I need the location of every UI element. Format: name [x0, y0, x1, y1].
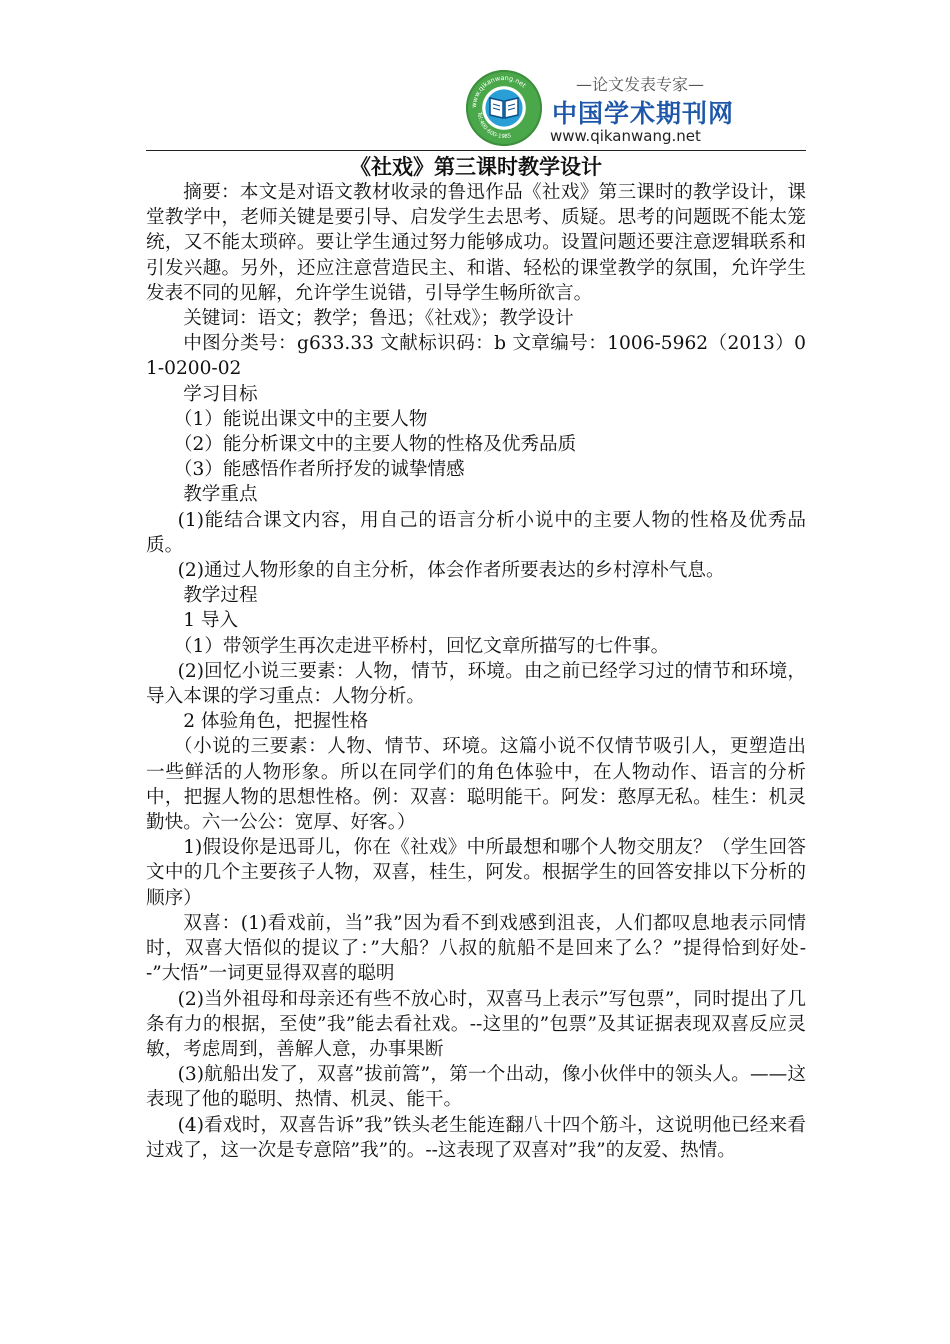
section1-item: (2)回忆小说三要素：人物，情节，环境。由之前已经学习过的情节和环境，导入本课的学习重点：人物分析。	[146, 660, 806, 708]
classification: 中图分类号：g633.33 文献标识码：b 文章编号：1006-5962（2013）01-0200-02	[146, 333, 806, 380]
logo-emblem	[466, 70, 542, 146]
shuangxi-point: (3)航船出发了，双喜”拔前篙”，第一个出动，像小伙伴中的领头人。——这表现了他的聪明、热情、机灵、能干。	[146, 1064, 806, 1111]
brand-tagline: —论文发表专家—	[576, 75, 705, 94]
focus-item: (1)能结合课文内容，用自己的语言分析小说中的主要人物的性格及优秀品质。	[146, 509, 806, 556]
goal-item: （3）能感悟作者所抒发的诚挚情感	[173, 459, 465, 481]
section2-intro: （小说的三要素：人物、情节、环境。这篇小说不仅情节吸引人，更塑造出一些鲜活的人物形象。所以在同学们的角色体验中，在人物动作、语言的分析中，把握人物的思想性格。例：双喜：聪明能干。阿发：憨厚无私。桂生：机灵勤快。六一公公：宽厚、好客。）	[146, 736, 806, 834]
shuangxi-point: 双喜：(1)看戏前，当”我”因为看不到戏感到沮丧，人们都叹息地表示同情时，双喜大悟似的提议了：”大船？八叔的航船不是回来了么？”提得恰到好处--”大悟”一词更显得双喜的聪明	[146, 912, 806, 985]
goal-item: （1）能说出课文中的主要人物	[173, 408, 428, 430]
brand-name: 中国学术期刊网	[552, 99, 735, 128]
process-heading: 教学过程	[183, 585, 258, 607]
section1-item: （1）带领学生再次走进平桥村，回忆文章所描写的七件事。	[173, 635, 670, 657]
keywords: 关键词：语文；教学；鲁迅；《社戏》；教学设计	[183, 308, 574, 330]
article-title: 《社戏》第三课时教学设计	[350, 154, 602, 179]
abstract: 摘要：本文是对语文教材收录的鲁迅作品《社戏》第三课时的教学设计，课堂教学中，老师关键是要引导、启发学生去思考、质疑。思考的问题既不能太笼统，又不能太琐碎。要让学生通过努力能够成功。设置问题还要注意逻辑联系和引发兴趣。另外，还应注意营造民主、和谐、轻松的课堂教学的氛围，允许学生发表不同的见解，允许学生说错，引导学生畅所欲言。	[146, 182, 806, 304]
header-divider	[146, 150, 806, 151]
brand-url: www.qikanwang.net	[550, 127, 701, 145]
section2-heading: 2 体验角色，把握性格	[183, 711, 369, 733]
book-icon	[488, 94, 520, 120]
article-body	[146, 154, 806, 1163]
site-header	[146, 64, 806, 150]
shuangxi-point: (4)看戏时，双喜告诉”我”铁头老生能连翻八十四个筋斗，这说明他已经来看过戏了，这一次是专意陪”我”的。--这表现了双喜对”我”的友爱、热情。	[146, 1114, 806, 1161]
focus-heading: 教学重点	[183, 484, 258, 506]
section1-heading: 1 导入	[183, 610, 239, 632]
question-1: 1)假设你是迅哥儿，你在《社戏》中所最想和哪个人物交朋友？（学生回答文中的几个主要孩子人物，双喜，桂生，阿发。根据学生的回答安排以下分析的顺序）	[146, 837, 806, 909]
goals-heading: 学习目标	[183, 383, 258, 405]
focus-item: (2)通过人物形象的自主分析，体会作者所要表达的乡村淳朴气息。	[177, 560, 725, 582]
svg-text:Tel:400-600-1985: Tel:400-600-1985	[475, 111, 512, 141]
goal-item: （2）能分析课文中的主要人物的性格及优秀品质	[173, 434, 577, 456]
svg-text:www.qikanwang.net: www.qikanwang.net	[469, 73, 528, 109]
shuangxi-point: (2)当外祖母和母亲还有些不放心时，双喜马上表示”写包票”，同时提出了几条有力的根据，至使”我”能去看社戏。--这里的”包票”及其证据表现双喜反应灵敏，考虑周到，善解人意，办事果断	[146, 988, 806, 1060]
